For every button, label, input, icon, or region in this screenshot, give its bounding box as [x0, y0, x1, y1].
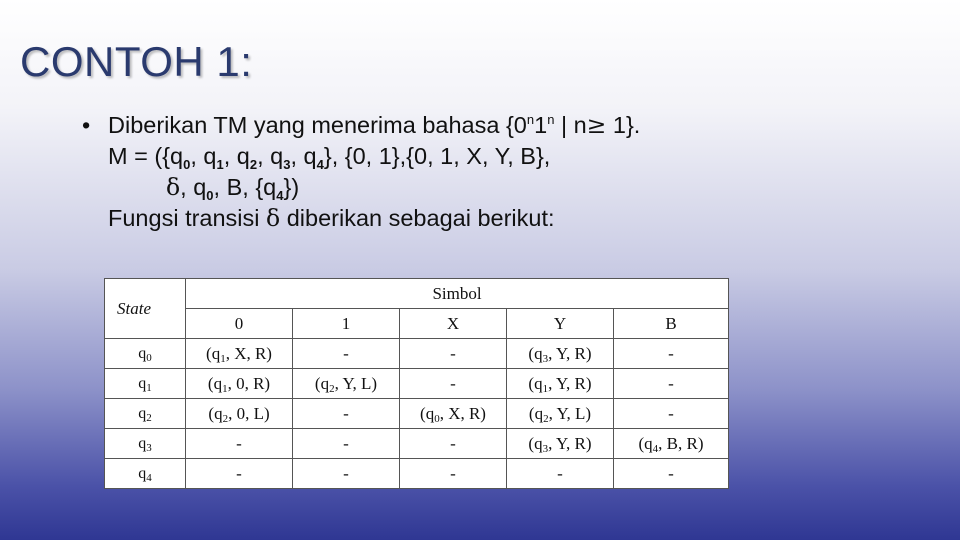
state-cell: $q_1$ [105, 369, 186, 399]
transition-cell: - [614, 459, 729, 489]
transition-cell: - [293, 339, 400, 369]
transition-cell: ($q_2$, 0, L) [186, 399, 293, 429]
symbol-cell: Y [507, 309, 614, 339]
machine-definition-line: $M = (\{q_0$, $q_1$, $q_2$, $q_3$, $q_4$}, {0, 1},{0, 1, X, Y, B}, [108, 143, 551, 172]
symbol-cell: 1 [293, 309, 400, 339]
symbol-cell: B [614, 309, 729, 339]
transition-cell: ($q_2$, Y, L) [293, 369, 400, 399]
transition-cell: - [507, 459, 614, 489]
bullet-dot: • [82, 112, 91, 138]
transition-table-wrapper [104, 278, 729, 489]
state-cell: $q_0$ [105, 339, 186, 369]
table-row [105, 459, 729, 489]
table-row [105, 369, 729, 399]
delta-symbol: δ [166, 173, 181, 201]
transition-cell: - [614, 399, 729, 429]
transition-cell: - [186, 459, 293, 489]
transition-cell: ($q_1$, Y, R) [507, 369, 614, 399]
transition-cell: - [400, 429, 507, 459]
transition-cell: ($q_0$, X, R) [400, 399, 507, 429]
delta-symbol: δ [266, 204, 281, 232]
table-row [105, 429, 729, 459]
transition-cell: ($q_1$, X, R) [186, 339, 293, 369]
transition-cell: ($q_3$, Y, R) [507, 339, 614, 369]
transition-cell: ($q_4$, B, R) [614, 429, 729, 459]
symbol-header: Simbol [186, 279, 729, 309]
bullet-line-language: • Diberikan TM yang menerima bahasa {0$^n$1$^n$ | n≥ 1}. [82, 111, 641, 139]
slide-title: CONTOH 1: [20, 38, 253, 85]
transition-cell: ($q_2$, Y, L) [507, 399, 614, 429]
geq-symbol: ≥ [586, 111, 607, 139]
transition-cell: ($q_1$, 0, R) [186, 369, 293, 399]
transition-cell: - [293, 459, 400, 489]
symbol-row [105, 309, 729, 339]
transition-cell: - [400, 459, 507, 489]
table-row [105, 399, 729, 429]
table-header-row [105, 279, 729, 309]
transition-cell: - [293, 429, 400, 459]
transition-intro-line: Fungsi transisi δ diberikan sebagai berikut: [108, 204, 555, 232]
transition-cell: ($q_3$, Y, R) [507, 429, 614, 459]
state-cell: $q_3$ [105, 429, 186, 459]
transition-cell: - [400, 339, 507, 369]
state-cell: $q_4$ [105, 459, 186, 489]
table-body [105, 339, 729, 489]
slide-body [82, 110, 942, 234]
symbol-cell: X [400, 309, 507, 339]
symbol-cell: 0 [186, 309, 293, 339]
machine-definition-cont-line: δ, $q_0$, B, $\{q_4\}$) [166, 173, 300, 203]
transition-cell: - [293, 399, 400, 429]
transition-table [104, 278, 729, 489]
transition-cell: - [186, 429, 293, 459]
transition-cell: - [400, 369, 507, 399]
state-cell: $q_2$ [105, 399, 186, 429]
transition-cell: - [614, 369, 729, 399]
transition-cell: - [614, 339, 729, 369]
state-header: State [105, 279, 186, 339]
table-row [105, 339, 729, 369]
